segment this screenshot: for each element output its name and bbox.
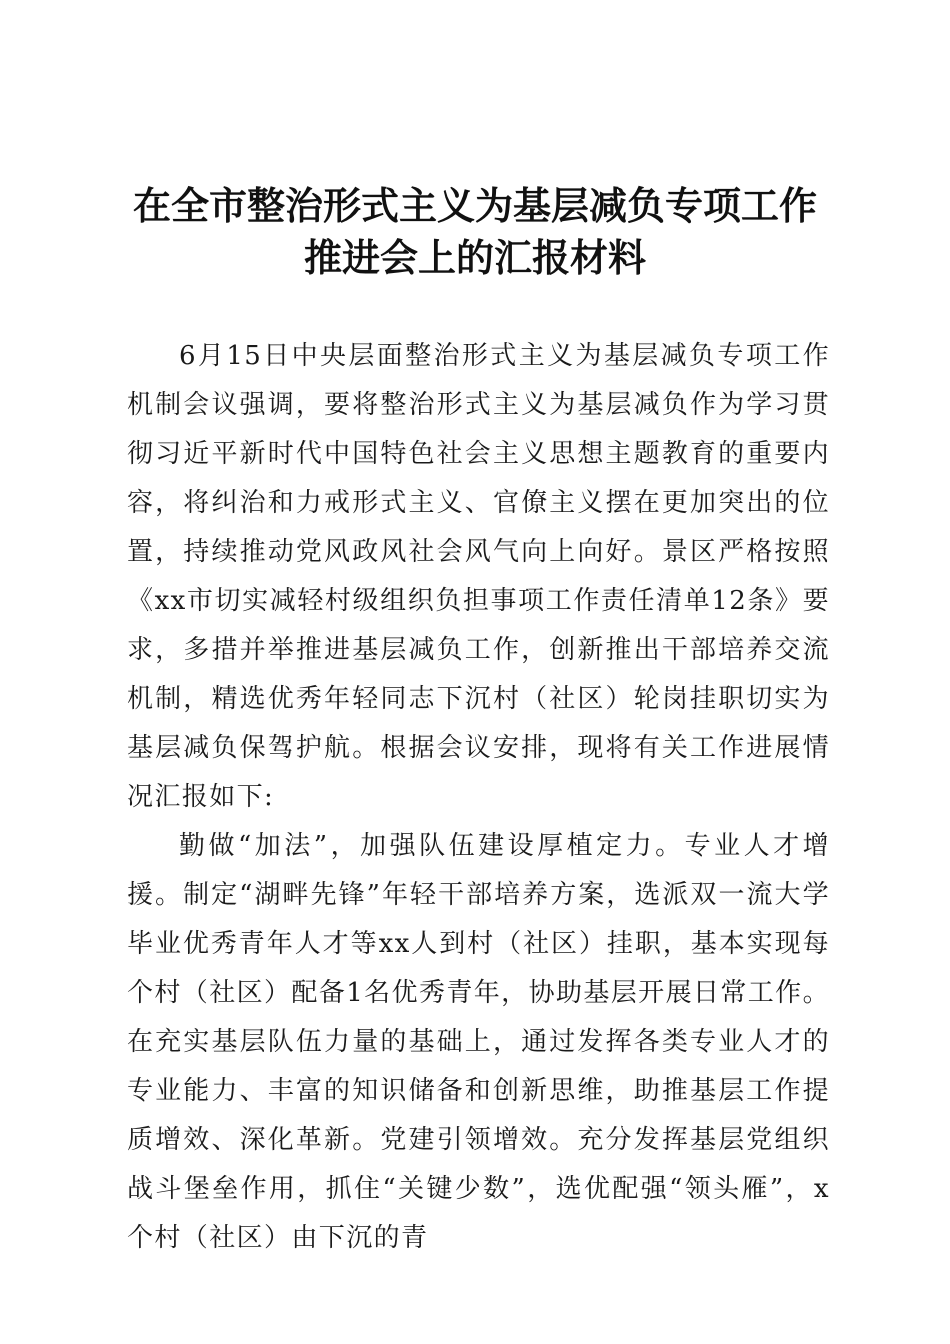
paragraph-section-1: 勤做“加法”，加强队伍建设厚植定力。专业人才增援。制定“湖畔先锋”年轻干部培养方案，选派双一流大学毕业优秀青年人才等xx人到村（社区）挂职，基本实现每个村（社区）配备1名优秀青年，协助基层开展日常工作。在充实基层队伍力量的基础上，通过发挥各类专业人才的专业能力、丰富的知识储备和创新思维，助推基层工作提质增效、深化革新。党建引领增效。充分发挥基层党组织战斗堡垒作用，抓住“关键少数”，选优配强“领头雁”，x个村（社区）由下沉的青 bbox=[127, 831, 830, 1253]
document-body bbox=[127, 332, 830, 1263]
paragraph-intro: 6月15日中央层面整治形式主义为基层减负专项工作机制会议强调，要将整治形式主义为基层减负作为学习贯彻习近平新时代中国特色社会主义思想主题教育的重要内容，将纠治和力戒形式主义、官僚主义摆在更加突出的位置，持续推动党风政风社会风气向上向好。景区严格按照《xx市切实减轻村级组织负担事项工作责任清单12条》要求，多措并举推进基层减负工作，创新推出干部培养交流机制，精选优秀年轻同志下沉村（社区）轮岗挂职切实为基层减负保驾护航。根据会议安排，现将有关工作进展情况汇报如下: bbox=[127, 341, 830, 812]
document-title: 在全市整治形式主义为基层减负专项工作推进会上的汇报材料 bbox=[132, 183, 817, 280]
